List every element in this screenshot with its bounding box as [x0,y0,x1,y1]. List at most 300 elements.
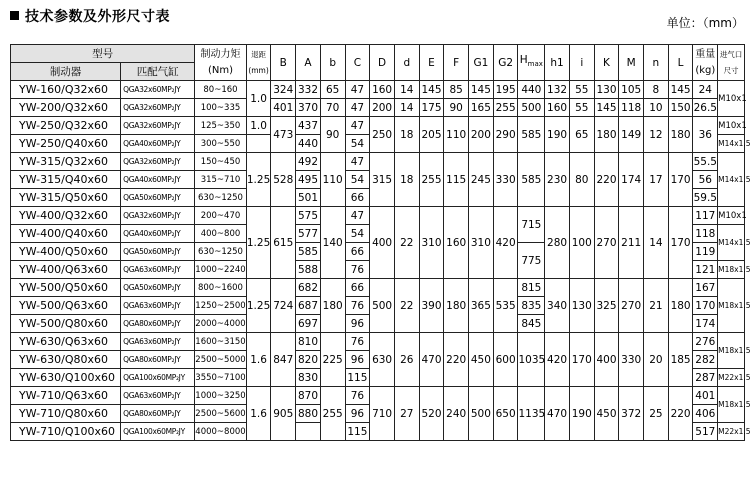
cell-G2: 650 [493,387,518,441]
cylinder-model: QGA32x60MP₂JY [121,99,195,117]
cell-weight: 118 [693,225,718,243]
cell-E: 175 [419,99,444,117]
cell-H: 585 [518,117,545,153]
header-Hmax: $H_{max}$ [518,45,545,81]
cell-port: M22x1.5 [718,423,745,441]
torque-value: 125~350 [195,117,246,135]
cell-A: 588 [296,261,321,279]
cell-port: M18x1.5 [718,261,745,279]
cell-weight: 119 [693,243,718,261]
cell-L: 180 [668,279,693,333]
cell-C: 66 [345,243,370,261]
table-row [11,387,745,405]
brake-model: YW-400/Q63x60 [11,261,121,279]
cell-C: 96 [345,405,370,423]
cell-A: 501 [296,189,321,207]
cell-weight: 24 [693,81,718,99]
cell-h1: 470 [545,387,570,441]
brake-model: YW-630/Q80x60 [11,351,121,369]
torque-value: 80~160 [195,81,246,99]
table-row [11,153,745,171]
cell-C: 47 [345,117,370,135]
cell-port: M14x1.5 [718,225,745,261]
header-F: F [444,45,469,81]
brake-model: YW-500/Q80x60 [11,315,121,333]
cell-G1: 500 [469,387,494,441]
cell-b: 255 [320,387,345,441]
stroke-value: 1.0 [246,117,271,135]
cell-d: 22 [394,279,419,333]
cylinder-model: QGA50x60MP₂JY [121,279,195,297]
cell-D: 400 [370,207,395,279]
cell-K: 130 [594,81,619,99]
cell-d: 14 [394,81,419,99]
cell-G1: 245 [469,153,494,207]
cell-b: 65 [320,81,345,99]
cell-C: 54 [345,135,370,153]
stroke-value: 1.25 [246,153,271,207]
stroke-value [246,135,271,153]
cell-K: 450 [594,387,619,441]
cell-F: 90 [444,99,469,117]
cell-A: 830 [296,369,321,387]
brake-model: YW-710/Q80x60 [11,405,121,423]
cell-weight: 121 [693,261,718,279]
cell-M: 372 [619,387,644,441]
cell-B: 401 [271,99,296,117]
cell-n: 8 [644,81,669,99]
cell-port: M18x1.5 [718,333,745,369]
cell-L: 145 [668,81,693,99]
cell-n: 25 [644,387,669,441]
cell-C: 47 [345,99,370,117]
cell-C: 76 [345,333,370,351]
cell-b: 140 [320,207,345,279]
cylinder-model: QGA63x60MP₂JY [121,261,195,279]
header-h1: h1 [545,45,570,81]
cell-G2: 330 [493,153,518,207]
torque-value: 150~450 [195,153,246,171]
cell-d: 26 [394,333,419,387]
stroke-value: 1.0 [246,81,271,117]
cell-n: 20 [644,333,669,387]
header-b: b [320,45,345,81]
header-D: D [370,45,395,81]
cell-i: 80 [569,153,594,207]
table-row [11,207,745,225]
header [0,0,756,44]
header-A: A [296,45,321,81]
cell-H: 715 [518,207,545,243]
cell-G1: 450 [469,333,494,387]
brake-model: YW-500/Q50x60 [11,279,121,297]
cell-M: 211 [619,207,644,279]
cell-E: 145 [419,81,444,99]
cell-G2: 600 [493,333,518,387]
cell-b: 180 [320,279,345,333]
cell-C: 76 [345,261,370,279]
table-row [11,333,745,351]
cell-C: 54 [345,171,370,189]
header-i: i [569,45,594,81]
torque-value: 1600~3150 [195,333,246,351]
header-E: E [419,45,444,81]
cell-n: 21 [644,279,669,333]
cell-B: 847 [271,333,296,387]
cell-h1: 420 [545,333,570,387]
cell-K: 400 [594,333,619,387]
cell-i: 55 [569,81,594,99]
cell-A: 585 [296,243,321,261]
cell-C: 47 [345,153,370,171]
cylinder-model: QGA32x60MP₂JY [121,153,195,171]
cell-F: 180 [444,279,469,333]
cell-M: 174 [619,153,644,207]
cell-A: 577 [296,225,321,243]
cell-C: 96 [345,351,370,369]
cell-B: 473 [271,117,296,153]
cell-M: 330 [619,333,644,387]
cell-h1: 160 [545,99,570,117]
cell-L: 185 [668,333,693,387]
cell-weight: 174 [693,315,718,333]
cell-A: 682 [296,279,321,297]
cell-E: 470 [419,333,444,387]
cell-A: 810 [296,333,321,351]
unit-label: 单位：（mm） [666,16,744,30]
brake-model: YW-315/Q40x60 [11,171,121,189]
cell-G2: 290 [493,117,518,153]
cell-D: 200 [370,99,395,117]
cell-weight: 55.5 [693,153,718,171]
cell-n: 17 [644,153,669,207]
spec-table [10,44,751,441]
cell-D: 250 [370,117,395,153]
cylinder-model: QGA32x60MP₂JY [121,81,195,99]
brake-model: YW-200/Q32x60 [11,99,121,117]
header-G2: G2 [493,45,518,81]
torque-value: 800~1600 [195,279,246,297]
cell-E: 310 [419,207,444,279]
header-B: B [271,45,296,81]
cell-A: 687 [296,297,321,315]
cylinder-model: QGA80x60MP₂JY [121,405,195,423]
cell-port: M14x1.5 [718,135,745,153]
cell-H: 835 [518,297,545,315]
cell-A: 697 [296,315,321,333]
cell-K: 270 [594,207,619,279]
cell-weight: 276 [693,333,718,351]
square-bullet-icon [10,11,19,20]
torque-value: 200~470 [195,207,246,225]
cell-d: 14 [394,99,419,117]
cell-A: 575 [296,207,321,225]
cell-A: 880 [296,405,321,423]
cell-F: 110 [444,117,469,153]
cell-n: 10 [644,99,669,117]
cell-d: 18 [394,117,419,153]
brake-model: YW-630/Q100x60 [11,369,121,387]
cylinder-model: QGA50x60MP₂JY [121,189,195,207]
brake-model: YW-160/Q32x60 [11,81,121,99]
cylinder-model: QGA80x60MP₂JY [121,315,195,333]
stroke-value: 1.25 [246,207,271,279]
cell-G1: 310 [469,207,494,279]
cell-M: 105 [619,81,644,99]
cell-port: M10x1 [718,117,745,135]
torque-value: 630~1250 [195,243,246,261]
cell-weight: 36 [693,117,718,153]
brake-model: YW-710/Q100x60 [11,423,121,441]
cell-E: 255 [419,153,444,207]
cylinder-model: QGA63x60MP₂JY [121,333,195,351]
stroke-value: 1.25 [246,279,271,333]
cell-C: 66 [345,279,370,297]
table-row [11,279,745,297]
header-G1: G1 [469,45,494,81]
cell-K: 145 [594,99,619,117]
cell-A: 870 [296,387,321,405]
cell-K: 180 [594,117,619,153]
cell-b: 70 [320,99,345,117]
brake-model: YW-400/Q50x60 [11,243,121,261]
cell-H: 775 [518,243,545,279]
cell-G2: 535 [493,279,518,333]
cell-port: M14x1.5 [718,153,745,207]
cell-port: M22x1.5 [718,369,745,387]
cell-A: 437 [296,117,321,135]
brake-model: YW-400/Q32x60 [11,207,121,225]
torque-value: 630~1250 [195,189,246,207]
torque-value: 4000~8000 [195,423,246,441]
cell-h1: 340 [545,279,570,333]
cell-E: 390 [419,279,444,333]
torque-value: 100~335 [195,99,246,117]
cell-D: 160 [370,81,395,99]
cell-G1: 365 [469,279,494,333]
cell-weight: 56 [693,171,718,189]
cell-d: 18 [394,153,419,207]
cell-i: 100 [569,207,594,279]
brake-model: YW-315/Q32x60 [11,153,121,171]
cell-weight: 287 [693,369,718,387]
cell-i: 170 [569,333,594,387]
cell-b: 90 [320,117,345,153]
cell-C: 96 [345,315,370,333]
cylinder-model: QGA63x60MP₂JY [121,387,195,405]
cylinder-model: QGA32x60MP₂JY [121,117,195,135]
cell-h1: 280 [545,207,570,279]
cell-d: 22 [394,207,419,279]
cell-A: 492 [296,153,321,171]
cell-E: 205 [419,117,444,153]
cell-A: 332 [296,81,321,99]
cell-weight: 406 [693,405,718,423]
cell-F: 160 [444,207,469,279]
cell-h1: 230 [545,153,570,207]
cell-weight: 167 [693,279,718,297]
cell-M: 118 [619,99,644,117]
cell-C: 47 [345,207,370,225]
cell-F: 240 [444,387,469,441]
brake-model: YW-400/Q40x60 [11,225,121,243]
cell-i: 65 [569,117,594,153]
cell-n: 14 [644,207,669,279]
title-text: 技术参数及外形尺寸表 [25,9,170,25]
cell-A: 440 [296,135,321,153]
brake-model: YW-250/Q32x60 [11,117,121,135]
header-cylinder: 匹配气缸 [121,63,195,81]
cell-weight: 170 [693,297,718,315]
cylinder-model: QGA100x60MP₂JY [121,423,195,441]
header-model: 型号 [11,45,195,63]
cell-A: 820 [296,351,321,369]
cell-C: 115 [345,423,370,441]
table-title [10,6,170,26]
cell-port: M18x1.5 [718,279,745,333]
cylinder-model: QGA63x60MP₂JY [121,297,195,315]
header-K: K [594,45,619,81]
cell-i: 190 [569,387,594,441]
cylinder-model: QGA100x60MP₂JY [121,369,195,387]
cell-K: 220 [594,153,619,207]
table-row [11,117,745,135]
cell-C: 76 [345,387,370,405]
cell-weight: 26.5 [693,99,718,117]
cell-weight: 59.5 [693,189,718,207]
torque-value: 1000~3250 [195,387,246,405]
cell-F: 115 [444,153,469,207]
cell-L: 150 [668,99,693,117]
cell-D: 710 [370,387,395,441]
cell-H: 1035 [518,333,545,387]
torque-value: 2500~5600 [195,405,246,423]
cell-b: 110 [320,153,345,207]
cell-d: 27 [394,387,419,441]
cell-G2: 195 [493,81,518,99]
cell-weight: 282 [693,351,718,369]
torque-value: 400~800 [195,225,246,243]
cell-H: 815 [518,279,545,297]
torque-value: 315~710 [195,171,246,189]
cell-D: 630 [370,333,395,387]
cell-H: 500 [518,99,545,117]
cell-port: M10x1 [718,207,745,225]
header-n: n [644,45,669,81]
cell-H: 585 [518,153,545,207]
cell-H: 1135 [518,387,545,441]
cell-C: 115 [345,369,370,387]
cell-D: 315 [370,153,395,207]
brake-model: YW-250/Q40x60 [11,135,121,153]
cell-weight: 117 [693,207,718,225]
header-C: C [345,45,370,81]
cell-G2: 255 [493,99,518,117]
cylinder-model: QGA40x60MP₂JY [121,171,195,189]
cylinder-model: QGA40x60MP₂JY [121,225,195,243]
table-row [11,99,745,117]
header-torque: 制动力矩 (Nm) [195,45,246,81]
torque-value: 300~550 [195,135,246,153]
cell-C: 54 [345,225,370,243]
cell-n: 12 [644,117,669,153]
torque-value: 1000~2240 [195,261,246,279]
header-port: 进气口 尺寸 [718,45,745,81]
cell-L: 220 [668,387,693,441]
header-L: L [668,45,693,81]
cylinder-model: QGA80x60MP₂JY [121,351,195,369]
cell-weight: 401 [693,387,718,405]
cell-C: 47 [345,81,370,99]
torque-value: 3550~7100 [195,369,246,387]
table-row [11,81,745,99]
stroke-value: 1.6 [246,387,271,441]
cell-G1: 200 [469,117,494,153]
cell-h1: 190 [545,117,570,153]
brake-model: YW-500/Q63x60 [11,297,121,315]
cell-B: 905 [271,387,296,441]
cell-A: 495 [296,171,321,189]
cell-B: 724 [271,279,296,333]
cell-M: 270 [619,279,644,333]
header-brake: 制动器 [11,63,121,81]
cell-b: 225 [320,333,345,387]
cell-h1: 132 [545,81,570,99]
cell-i: 130 [569,279,594,333]
cell-port: M10x1 [718,81,745,117]
cell-port: M18x1.5 [718,387,745,423]
torque-value: 2000~4000 [195,315,246,333]
brake-model: YW-710/Q63x60 [11,387,121,405]
cell-A: 370 [296,99,321,117]
cell-B: 528 [271,153,296,207]
cell-H: 440 [518,81,545,99]
brake-model: YW-630/Q63x60 [11,333,121,351]
cylinder-model: QGA50x60MP₂JY [121,243,195,261]
cell-A [296,423,321,441]
cylinder-model: QGA40x60MP₂JY [121,135,195,153]
cell-M: 149 [619,117,644,153]
torque-value: 1250~2500 [195,297,246,315]
stroke-value: 1.6 [246,333,271,387]
cell-F: 85 [444,81,469,99]
header-d: d [394,45,419,81]
cell-weight: 517 [693,423,718,441]
cell-D: 500 [370,279,395,333]
cell-B: 324 [271,81,296,99]
header-weight: 重量 (kg) [693,45,718,81]
cell-H: 845 [518,315,545,333]
cell-C: 66 [345,189,370,207]
cell-L: 170 [668,207,693,279]
cell-i: 55 [569,99,594,117]
brake-model: YW-315/Q50x60 [11,189,121,207]
cell-G1: 165 [469,99,494,117]
cell-C: 76 [345,297,370,315]
cell-B: 615 [271,207,296,279]
cell-L: 180 [668,117,693,153]
cell-K: 325 [594,279,619,333]
cell-E: 520 [419,387,444,441]
cell-F: 220 [444,333,469,387]
cylinder-model: QGA32x60MP₂JY [121,207,195,225]
torque-value: 2500~5000 [195,351,246,369]
cell-L: 170 [668,153,693,207]
cell-G1: 145 [469,81,494,99]
header-stroke: 退距 (mm) [246,45,271,81]
cell-G2: 420 [493,207,518,279]
header-M: M [619,45,644,81]
